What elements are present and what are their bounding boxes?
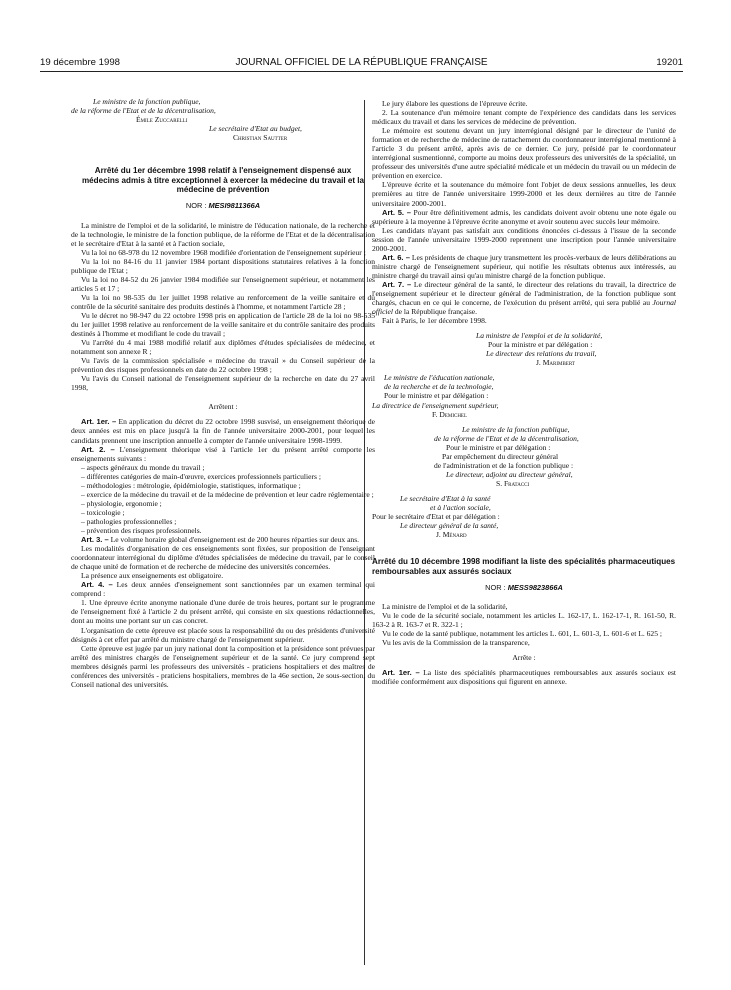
article-text: de la République française. [392,307,477,317]
sig-title: La ministre de l'emploi et de la solidarité, [476,331,603,341]
sig-name: S. Fratacci [496,478,530,488]
paragraph: L'organisation de cette épreuve est placée sous la responsabilité du ou des présidents d'université désignés à cet effet par arrêté du ministre chargé de l'enseignement supérieur. [71,625,375,644]
list-item: – toxicologie ; [81,508,375,517]
paragraph: Vu les avis de la Commission de la transparence, [382,638,530,648]
sig-title: Le secrétaire d'Etat au budget, [209,124,302,134]
article-label: Art. 1er. – [81,417,117,427]
article-7 [372,280,676,316]
arrete-1-nor [71,201,375,210]
preamble-paragraph: La ministre de l'emploi et de la solidarité, le ministre de l'éducation nationale, de la recherche et de la technologie, le ministre de la fonction publique, de la réforme de l'Etat et de la décentralisation et le secrétaire d'Etat à la santé et à l'action sociale, [71,220,375,248]
preamble-paragraph: Vu l'arrêté du 4 mai 1988 modifié relatif aux diplômes d'études spécialisées de médecine, et notamment son annexe R ; [71,338,375,357]
article-1 [372,668,676,686]
sig-title: Le ministre de l'éducation nationale, [384,373,495,383]
article-text: En application du décret du 22 octobre 1998 susvisé, un enseignement théorique de deux années est mis en place jusqu'à la fin de l'année universitaire 2000-2001, pour lequel les candidats prennent une inscription annuelle à compter de l'année universitaire 1998-1999. [71,417,375,445]
paragraph: Le mémoire est soutenu devant un jury interrégional désigné par le directeur de l'unité de formation et de recherche de médecine de rattachement du coordonnateur interrégional mentionné à l'article 3 du présent arrêté, après avis de ce dernier. Ce jury, présidé par le coordonnateur interrégional susmentionné, comporte au moins deux professeurs des universités de la spécialité, un professeur des universités d'une autre spécialité médicale et un médecin du travail ou un médecin de prévention en exercice. [372,126,676,181]
article-5 [372,208,676,226]
paragraph: La ministre de l'emploi et de la solidarité, [382,602,508,612]
previous-signatures [71,97,375,142]
header-date: 19 décembre 1998 [40,57,121,68]
sig-name: F. Demichel [432,409,468,419]
article-6 [372,253,676,280]
left-column [71,97,375,689]
preamble-paragraph: Vu la loi no 84-52 du 26 janvier 1984 modifiée sur l'enseignement supérieur, et notamment les articles 5 et 17 ; [71,274,375,293]
sig-name: J. Ménard [436,530,467,540]
article-text: Les présidents de chaque jury transmettent les procès-verbaux de leurs délibérations au ministre chargé de l'enseignement supérieur, qui notifie les résultats obtenus aux intéressés, au ministre chargé du travail ainsi qu'au ministre chargé de la fonction publique. [372,252,677,280]
paragraph: Le jury élabore les questions de l'épreuve écrite. [382,99,528,108]
sig-name: Christian Sautter [233,133,288,143]
article-label: Art. 2. – [81,444,115,454]
sig-line: Le directeur, adjoint au directeur général, [446,469,573,479]
preamble-paragraph: Vu l'avis de la commission spécialisée « médecine du travail » du Conseil supérieur de la prévention des risques professionnels en date du 22 octobre 1998 ; [71,356,375,375]
teaching-list [71,463,375,535]
sig-title: Le ministre de la fonction publique, [462,424,570,434]
list-item: – méthodologies : métrologie, épidémiologie, statistiques, informatique ; [81,481,375,490]
article-label: Art. 5. – [382,207,411,217]
article-text: La liste des spécialités pharmaceutiques remboursables aux assurés sociaux est modifiée conformément aux dispositions qui figurent en annexe. [372,668,677,687]
list-item: – physiologie, ergonomie ; [81,499,375,508]
preamble-paragraph: Vu l'avis du Conseil national de l'enseignement supérieur de la recherche en date du 27 avril 1998, [71,374,375,393]
arrete-1-title: Arrêté du 1er décembre 1998 relatif à l'enseignement dispensé aux médecins admis à titre exceptionnel à exercer la médecine du travail et la médecine de prévention [81,166,365,195]
sig-line: Le directeur général de la santé, [400,521,499,531]
sig-line: Pour la ministre et par délégation : [488,340,593,350]
journal-officiel-ref: Journal officiel [372,298,676,317]
paragraph: 1. Une épreuve écrite anonyme nationale d'une durée de trois heures, portant sur le programme de l'enseignement fixé à l'article 2 du présent arrêté, qui consiste en six questions rédactionnelles, dont au moins une portant sur un cas concret. [71,598,375,626]
sig-line: Pour le ministre et par délégation : [446,442,551,452]
article-text: Pour être définitivement admis, les candidats doivent avoir obtenu une note égale ou supérieure à la moyenne à l'épreuve écrite anonyme et avoir soutenu avec succès leur mémoire. [372,207,676,226]
article-text: Le volume horaire global d'enseignement est de 200 heures réparties sur deux ans. [110,535,360,545]
header-journal-title: JOURNAL OFFICIEL DE LA RÉPUBLIQUE FRANÇAISE [235,57,488,68]
list-item: – aspects généraux du monde du travail ; [81,463,375,472]
signature-block-2 [372,373,676,418]
article-label: Art. 1er. – [382,668,420,678]
right-column [372,99,676,686]
preamble-paragraph: Vu la loi no 98-535 du 1er juillet 1998 relative au renforcement de la veille sanitaire et du contrôle de la sécurité sanitaire des produits destinés à l'homme, et notamment l'article 28 ; [71,292,375,311]
sig-title: de la réforme de l'Etat et de la décentralisation, [434,433,579,443]
paragraph: Les candidats n'ayant pas satisfait aux conditions énoncées ci-dessus à l'issue de la seconde session de l'année universitaire 1999-2000 reprennent une inscription pour l'année universitaire 2000-2001. [372,225,676,253]
preamble-paragraph: Vu le décret no 98-947 du 22 octobre 1998 pris en application de l'article 28 de la loi no 98-535 du 1er juillet 1998 relative au renforcement de la veille sanitaire et du contrôle sanitaire des produits destinés à l'homme et modifiant le code du travail ; [71,310,375,339]
sig-title: de la réforme de l'Etat et de la décentralisation, [71,106,216,116]
article-text: Le directeur général de la santé, le directeur des relations du travail, la directrice de l'enseignement supérieur et le directeur général de l'administration, de la fonction publique sont chargés, chacun en ce qui le concerne, de l'exécution du présent arrêté, qui sera publié au [372,279,677,308]
sig-line: La directrice de l'enseignement supérieur, [372,400,499,410]
paragraph: L'épreuve écrite et la soutenance du mémoire font l'objet de deux sessions annuelles, les deux premières au titre de l'année universitaire 1999-2000 et les deux dernières au titre de l'année universitaire 2000-2001. [372,180,676,208]
article-label: Art. 6. – [382,252,410,262]
article-4 [71,580,375,598]
list-item: – différentes catégories de main-d'œuvre, exercices professionnels particuliers ; [81,472,375,481]
sig-line: Par empêchement du directeur général [442,451,559,461]
done-at: Fait à Paris, le 1er décembre 1998. [382,316,487,326]
article-3 [71,535,375,544]
page-header [40,57,683,71]
article-1 [71,417,375,444]
nor-label: NOR : [485,582,506,592]
signature-block-4 [372,494,676,539]
sig-name: J. Marimbert [536,358,575,368]
sig-title: de la recherche et de la technologie, [384,382,494,392]
header-rule [40,71,683,72]
sig-line: Le directeur des relations du travail, [486,349,597,359]
paragraph: Cette épreuve est jugée par un jury national dont la composition et la présidence sont prévues par arrêté des ministres chargés de l'enseignement supérieur et de la santé. Ce jury comprend sept membres désignés parmi les professeurs des universités - praticiens hospitaliers et des maîtres de conférences des universités - praticiens hospitaliers, membres de la 46e section, 2e sous-section, du Conseil national des universités. [71,643,375,689]
sig-title: et à l'action sociale, [430,502,491,512]
preamble-paragraph: Vu la loi no 84-16 du 11 janvier 1984 portant dispositions statutaires relatives à la fonction publique de l'Etat ; [71,256,375,275]
signature-block-3 [372,425,676,488]
article-text: Les deux années d'enseignement sont sanctionnées par un examen terminal qui comprend : [71,580,375,599]
sig-title: Le secrétaire d'Etat à la santé [400,493,491,503]
header-page-number: 19201 [656,57,683,68]
sig-line: Pour le secrétaire d'Etat et par délégation : [372,512,500,522]
paragraph: La présence aux enseignements est obligatoire. [81,571,224,581]
nor-code: MESS9823866A [507,582,563,592]
article-2 [71,445,375,463]
arretent-heading: Arrêtent : [208,402,238,412]
sig-line: Pour le ministre et par délégation : [384,391,489,401]
sig-name: Émile Zuccarelli [136,115,188,125]
paragraph: Vu le code de la sécurité sociale, notamment les articles L. 162-17, L. 162-17-1, R. 161-50, R. 163-2 à R. 163-7 et R. 322-1 ; [372,611,676,630]
nor-label: NOR : [185,201,207,211]
article-text: L'enseignement théorique visé à l'article 1er du présent arrêté comporte les enseignements suivants : [71,444,376,463]
article-label: Art. 4. – [81,580,113,590]
list-item: – prévention des risques professionnels. [81,526,375,535]
preamble-paragraph: Vu la loi no 68-978 du 12 novembre 1968 modifiée d'orientation de l'enseignement supérieur ; [81,247,366,257]
article-label: Art. 3. – [81,535,109,545]
arrete-2-nor [372,583,676,592]
arrete-heading: Arrête : [512,653,536,663]
nor-code: MESI9811366A [208,201,261,211]
list-item: – exercice de la médecine du travail et de la médecine de prévention et leur cadre réglementaire ; [81,490,375,499]
paragraph: Vu le code de la santé publique, notamment les articles L. 601, L. 601-3, L. 601-6 et L. 625 ; [382,629,662,639]
sig-line: de l'administration et de la fonction publique : [434,460,574,470]
signature-block-1 [372,331,676,367]
article-label: Art. 7. – [382,279,412,289]
paragraph: 2. La soutenance d'un mémoire tenant compte de l'expérience des candidats dans les services médicaux du travail et dans les services de médecine de prévention. [372,108,676,127]
list-item: – pathologies professionnelles ; [81,517,375,526]
sig-title: Le ministre de la fonction publique, [93,97,201,106]
arrete-2-title: Arrêté du 10 décembre 1998 modifiant la liste des spécialités pharmaceutiques remboursables aux assurés sociaux [372,557,676,576]
paragraph: Les modalités d'organisation de ces enseignements sont fixées, sur proposition de l'enseignant coordonnateur interrégional du diplôme d'études spécialisées de médecine du travail, par le conseil de chaque unité de formation et de recherche de médecine des universités concernées. [71,544,375,572]
